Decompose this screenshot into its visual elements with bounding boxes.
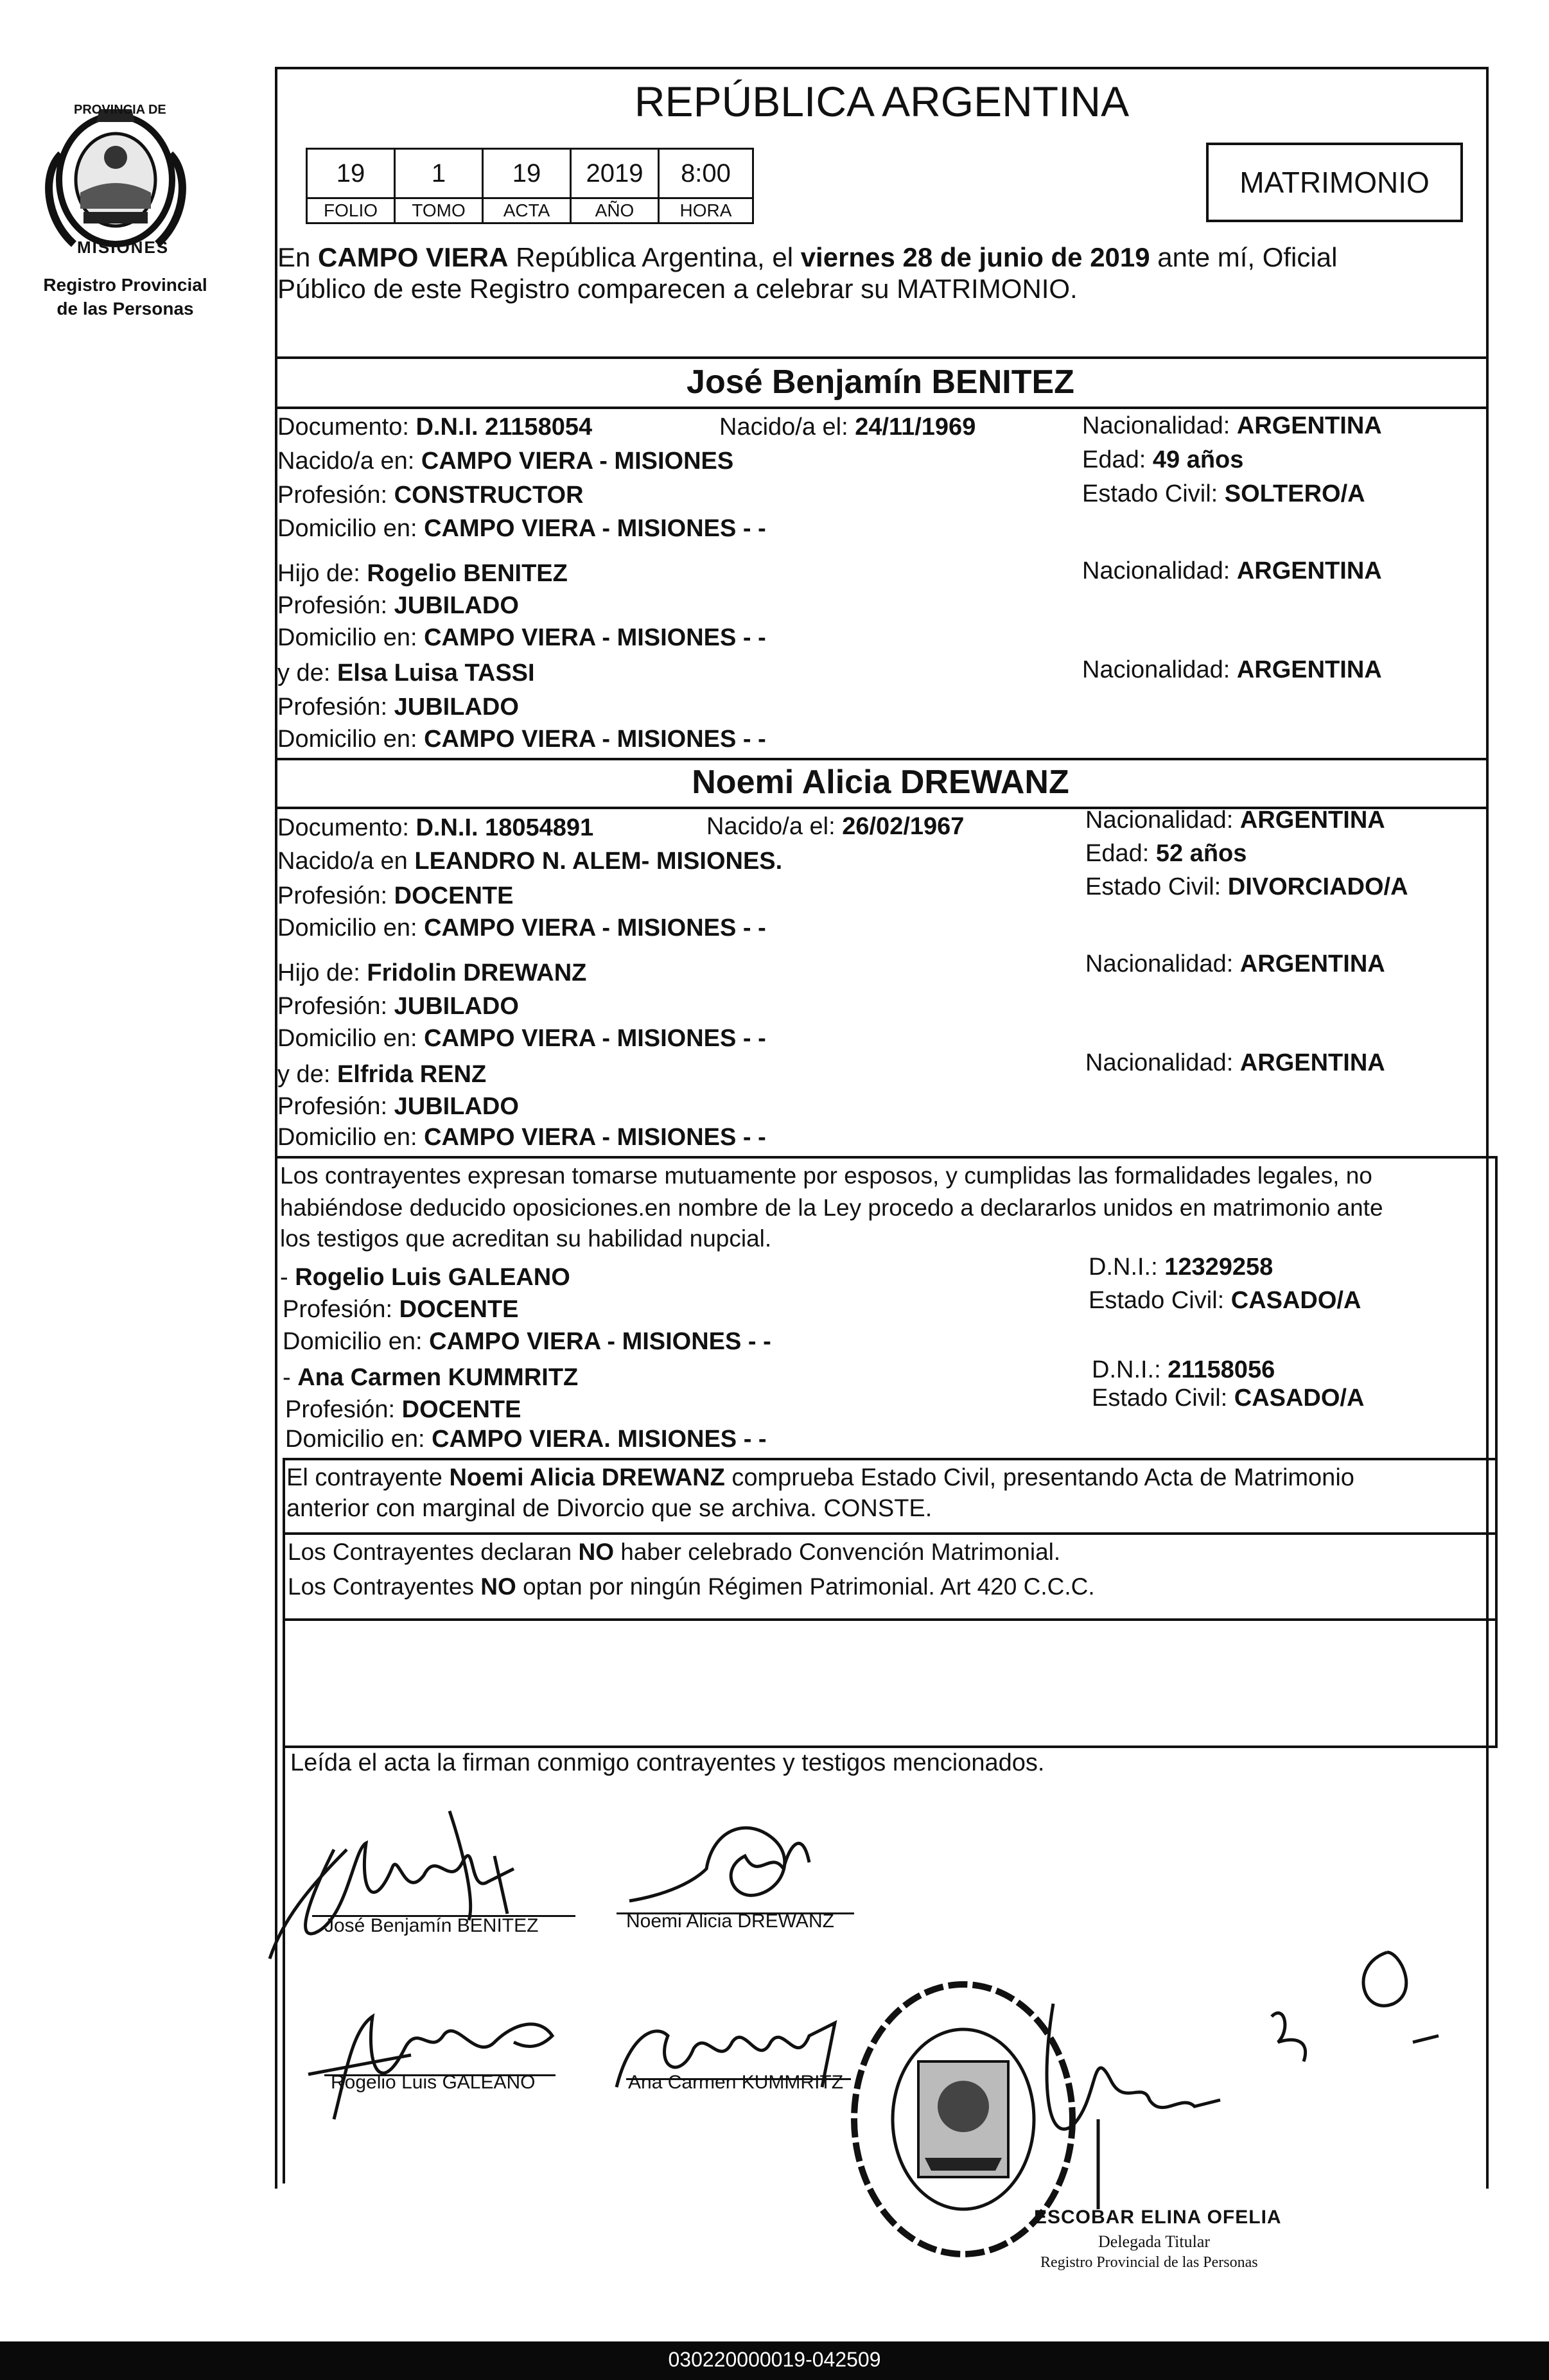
frame-right-lower xyxy=(1495,1156,1498,1747)
witness2-dni: D.N.I.: 21158056 xyxy=(1092,1356,1275,1383)
spouse1-profession: Profesión: CONSTRUCTOR xyxy=(277,482,584,509)
witness2-civil-status: Estado Civil: CASADO/A xyxy=(1092,1385,1365,1412)
spouse1-father-profession: Profesión: JUBILADO xyxy=(277,592,519,619)
witness1-dni: D.N.I.: 12329258 xyxy=(1089,1254,1273,1281)
spouse2-father-nationality: Nacionalidad: ARGENTINA xyxy=(1085,950,1385,977)
spouse2-father-domicile: Domicilio en: CAMPO VIERA - MISIONES - - xyxy=(277,1025,766,1052)
spouse1-mother-domicile: Domicilio en: CAMPO VIERA - MISIONES - - xyxy=(277,726,766,753)
divorce-note-line2: anterior con marginal de Divorcio que se archiva. CONSTE. xyxy=(286,1495,932,1522)
footer-barcode-number: 030220000019-042509 xyxy=(668,2348,881,2371)
spouse1-birthdate: Nacido/a el: 24/11/1969 xyxy=(719,414,976,441)
signatures-intro: Leída el acta la firman conmigo contrayentes y testigos mencionados. xyxy=(290,1749,1045,1776)
seal-text-bottom: MISIONES xyxy=(77,238,170,257)
spouse1-name: José Benjamín BENITEZ xyxy=(687,363,1074,401)
declaration-line1: Los contrayentes expresan tomarse mutuamente por esposos, y cumplidas las formalidades legales, no xyxy=(280,1162,1372,1189)
signature-official-icon xyxy=(1002,1914,1451,2209)
hora-label: HORA xyxy=(658,197,754,224)
official-name: ESCOBAR ELINA OFELIA xyxy=(1034,2207,1282,2228)
intro-place: CAMPO VIERA xyxy=(318,242,509,272)
divider-header xyxy=(275,356,1486,359)
signature-label-drewanz: Noemi Alicia DREWANZ xyxy=(626,1911,834,1932)
spouse1-father: Hijo de: Rogelio BENITEZ xyxy=(277,560,568,587)
spouse1-mother-nationality: Nacionalidad: ARGENTINA xyxy=(1082,656,1382,683)
divider-spouse1 xyxy=(275,407,1486,409)
spouse1-birthplace: Nacido/a en: CAMPO VIERA - MISIONES xyxy=(277,448,734,475)
spouse1-nationality: Nacionalidad: ARGENTINA xyxy=(1082,412,1382,439)
spouse2-nationality: Nacionalidad: ARGENTINA xyxy=(1085,807,1385,834)
tomo-label: TOMO xyxy=(394,197,484,224)
divorce-note-line1: El contrayente Noemi Alicia DREWANZ comprueba Estado Civil, presentando Acta de Matrimonio xyxy=(286,1464,1354,1491)
witness1-profession: Profesión: DOCENTE xyxy=(283,1296,519,1323)
page-title: REPÚBLICA ARGENTINA xyxy=(634,78,1130,125)
spouse2-birthdate: Nacido/a el: 26/02/1967 xyxy=(706,813,965,840)
divider-blank xyxy=(283,1618,1498,1621)
spouse2-birthplace: Nacido/a en LEANDRO N. ALEM- MISIONES. xyxy=(277,848,783,875)
signature-label-galeano: Rogelio Luis GALEANO xyxy=(331,2072,536,2093)
spouse2-father-profession: Profesión: JUBILADO xyxy=(277,993,519,1020)
signature-label-benitez: José Benjamín BENITEZ xyxy=(324,1915,539,1936)
spouse2-document: Documento: D.N.I. 18054891 xyxy=(277,814,594,841)
spouse2-mother: y de: Elfrida RENZ xyxy=(277,1061,487,1088)
divider-spouse2-top xyxy=(275,758,1486,760)
registry-line2: de las Personas xyxy=(57,299,194,319)
acta-label: ACTA xyxy=(482,197,572,224)
spouse1-mother-profession: Profesión: JUBILADO xyxy=(277,694,519,721)
ano-value: 2019 xyxy=(570,148,660,199)
record-type-box: MATRIMONIO xyxy=(1206,143,1463,222)
folio-label: FOLIO xyxy=(306,197,396,224)
spouse1-mother: y de: Elsa Luisa TASSI xyxy=(277,660,535,687)
divider-declaration xyxy=(277,1156,1498,1159)
spouse2-mother-domicile: Domicilio en: CAMPO VIERA - MISIONES - - xyxy=(277,1124,766,1151)
witness2-domicile: Domicilio en: CAMPO VIERA. MISIONES - - xyxy=(285,1426,767,1453)
witness1-name: - Rogelio Luis GALEANO xyxy=(280,1264,570,1291)
intro-line2: Público de este Registro comparecen a celebrar su MATRIMONIO. xyxy=(277,274,1078,304)
declaration-line3: los testigos que acreditan su habilidad nupcial. xyxy=(280,1225,772,1252)
ano-label: AÑO xyxy=(570,197,660,224)
divider-convention xyxy=(283,1532,1498,1535)
spouse2-age: Edad: 52 años xyxy=(1085,840,1247,867)
spouse2-domicile: Domicilio en: CAMPO VIERA - MISIONES - - xyxy=(277,914,766,941)
hora-value: 8:00 xyxy=(658,148,754,199)
witness1-domicile: Domicilio en: CAMPO VIERA - MISIONES - - xyxy=(283,1328,771,1355)
spouse2-father: Hijo de: Fridolin DREWANZ xyxy=(277,959,587,986)
spouse1-father-nationality: Nacionalidad: ARGENTINA xyxy=(1082,557,1382,584)
signature-galeano-icon xyxy=(283,1978,578,2132)
spouse1-civil-status: Estado Civil: SOLTERO/A xyxy=(1082,480,1365,507)
spouse1-age: Edad: 49 años xyxy=(1082,446,1244,473)
official-registry: Registro Provincial de las Personas xyxy=(1040,2254,1258,2271)
spouse2-name: Noemi Alicia DREWANZ xyxy=(692,764,1069,801)
convention-line1: Los Contrayentes declaran NO haber celebrado Convención Matrimonial. xyxy=(288,1539,1061,1565)
witness1-civil-status: Estado Civil: CASADO/A xyxy=(1089,1287,1361,1314)
tomo-value: 1 xyxy=(394,148,484,199)
intro-line1: En CAMPO VIERA República Argentina, el viernes 28 de junio de 2019 ante mí, Oficial xyxy=(277,242,1338,272)
official-role: Delegada Titular xyxy=(1098,2232,1211,2251)
witness2-name: - Ana Carmen KUMMRITZ xyxy=(283,1364,579,1391)
spouse2-civil-status: Estado Civil: DIVORCIADO/A xyxy=(1085,873,1408,900)
declaration-line2: habiéndose deducido oposiciones.en nombre de la Ley procedo a declararlos unidos en matrimonio ante xyxy=(280,1194,1383,1221)
divider-divorce-note xyxy=(283,1458,1498,1460)
spouse1-father-domicile: Domicilio en: CAMPO VIERA - MISIONES - - xyxy=(277,624,766,651)
acta-value: 19 xyxy=(482,148,572,199)
seal-text-top: PROVINCIA DE xyxy=(74,103,166,117)
spouse2-mother-nationality: Nacionalidad: ARGENTINA xyxy=(1085,1049,1385,1076)
spouse2-mother-profession: Profesión: JUBILADO xyxy=(277,1093,519,1120)
witness2-profession: Profesión: DOCENTE xyxy=(285,1396,521,1423)
spouse2-profession: Profesión: DOCENTE xyxy=(277,882,514,909)
signature-label-kummritz: Ana Carmen KUMMRITZ xyxy=(628,2072,844,2093)
spouse1-document: Documento: D.N.I. 21158054 xyxy=(277,414,593,441)
intro-date: viernes 28 de junio de 2019 xyxy=(800,242,1150,272)
spouse1-domicile: Domicilio en: CAMPO VIERA - MISIONES - - xyxy=(277,515,766,542)
folio-value: 19 xyxy=(306,148,396,199)
registry-line1: Registro Provincial xyxy=(43,275,207,295)
convention-line2: Los Contrayentes NO optan por ningún Régimen Patrimonial. Art 420 C.C.C. xyxy=(288,1573,1095,1600)
signature-drewanz-icon xyxy=(617,1792,861,1920)
